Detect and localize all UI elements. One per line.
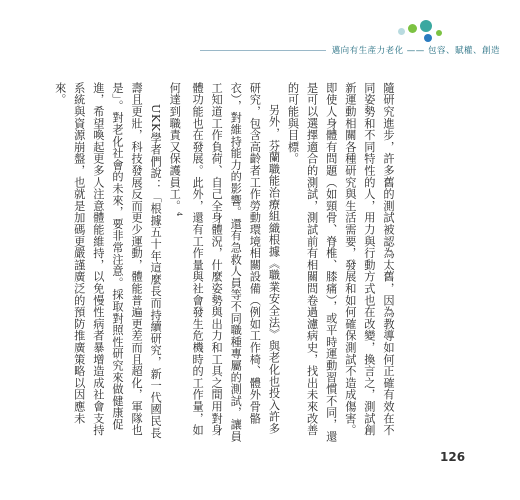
page-number: 126 <box>440 450 466 464</box>
decorative-dot <box>408 24 417 33</box>
running-header <box>200 42 500 58</box>
body-text <box>53 82 398 444</box>
paragraph <box>165 82 283 444</box>
footnote-marker: 4 <box>174 211 183 217</box>
paragraph-text: 另外，芬蘭職能治療組織根據《職業安全法》與老化也投入許多研究，包含高齡者工作勞動環境相關設備（例如工作椅、體外骨骼衣），對維持能力的影響。還有急救人員等不同職種專屬的測試，讓員工知道工作負荷、自己全身體況，什麼姿勢與出力和工具之間用對身體功能也在發展。此外，還有工作量與社會發生危機時的工作量，如何達到職責又保護員工。 <box>168 82 281 443</box>
decorative-dot <box>420 20 432 32</box>
decorative-dot <box>436 30 442 36</box>
decorative-dot <box>424 34 432 42</box>
paragraph-text: 隨研究進步，許多舊的測試被認為太舊，因為教導如何正確有效在不同姿勢和不同特性的人，用力與行動方式也在改變，換言之，測試創新運動相關各種研究與生活需要，發展和如何確保測試不造成傷害。即使人身體有問題（如頸骨、脊椎、膝痛），或平時運動習慣不同，還是可以選擇適合的測試，測試前有相關問卷過濾病史，找出未來改善的可能與目標。 <box>286 82 395 443</box>
decorative-dot <box>398 28 405 35</box>
paragraph <box>51 82 166 444</box>
paragraph <box>283 82 398 444</box>
header-title: 邁向有生產力老化 —— 包容、賦權、創造 <box>326 44 500 56</box>
paragraph-text: UKK學者們說：「根據五十年這麼長而持續研究，新一代國民長壽且更壯，科技發展反而更少運動，體能普遍更差而且超化，軍隊也是」。對老化社會的未來，要非常注意。採取對照性研究來做健康促進，希望喚起更多人注意體能維持，以免慢性病者暴增造成社會支持系統與資源崩盤，也就是加碼更嚴謹廣泛的預防推廣策略以因應未來。 <box>53 82 163 440</box>
